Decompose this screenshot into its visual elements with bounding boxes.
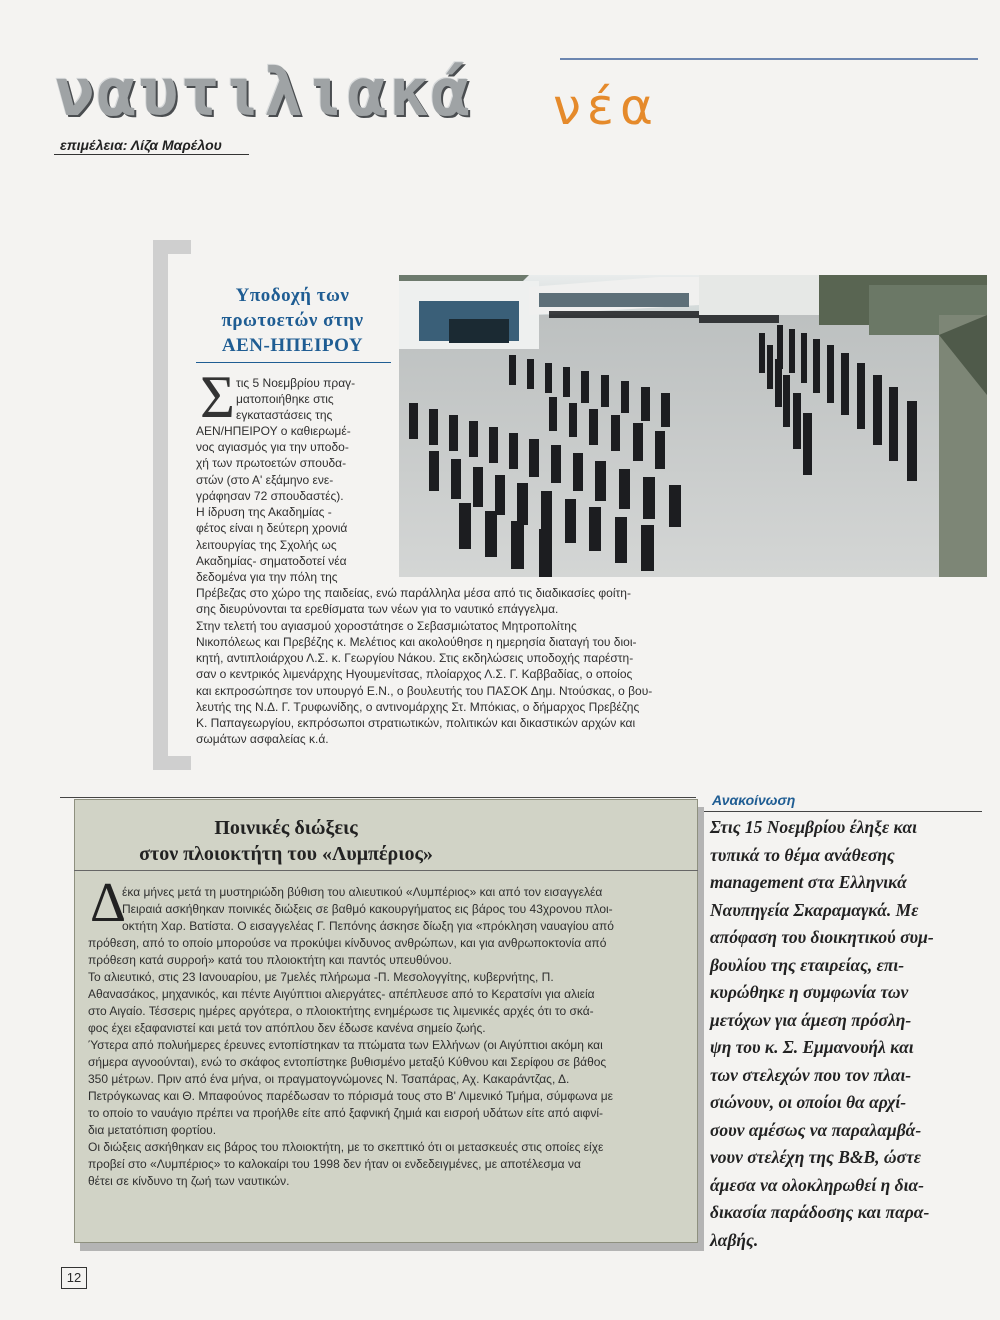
article1-title-rule	[196, 362, 391, 363]
article2-line: πρόθεση κατά συρροή» κατά του πλοιοκτήτη και παντός υπευθύνου.	[88, 953, 452, 967]
article1-line: ΑΕΝ/ΗΠΕΙΡΟΥ ο καθιερωμέ-	[196, 424, 351, 438]
announcement-line: λαβής.	[710, 1230, 759, 1250]
article2-line: έκα μήνες μετά τη μυστηριώδη βύθιση του αλιευτικού «Λυμπέριος» και από τον εισαγγελέα	[122, 885, 603, 899]
article1-line: Πρέβεζας στο χώρο της παιδείας, ενώ παράλληλα μέσα από τις διαδικασίες φοίτη-	[196, 586, 631, 600]
article1-line: λευτής της Ν.Δ. Γ. Τρυφωνίδης, ο αντινομάρχης Στ. Μπόκιας, ο δήμαρχος Πρεβέζης	[196, 700, 640, 714]
article2-dropcap: Δ	[90, 872, 127, 934]
article1-line: τις 5 Νοεμβρίου πραγ-	[236, 376, 356, 390]
editor-credit: επιμέλεια: Λίζα Μαρέλου	[60, 137, 222, 153]
article1-title-line: Υποδοχή των	[235, 285, 350, 306]
article1-line: και εκπροσώπησε τον υπουργό Ε.Ν., ο βουλευτής του ΠΑΣΟΚ Δημ. Ντούσκας, ο βου-	[196, 684, 653, 698]
article1-line: σωμάτων ασφαλείας κ.ά.	[196, 732, 329, 746]
article2-line: 350 μέτρων. Πριν από ένα μήνα, οι πραγματογνώμονες Ν. Τσαπάρας, Αχ. Κακαράντζας, Δ.	[88, 1072, 570, 1086]
page-number: 12	[61, 1267, 87, 1289]
announcement-line: τυπικά το θέμα ανάθεσης	[710, 845, 895, 865]
article2-line: δια μετατόπιση φορτίου.	[88, 1123, 217, 1137]
article1-bracket-inner	[168, 252, 188, 758]
announcement-line: Ναυπηγεία Σκαραμαγκά. Με	[710, 900, 919, 920]
article1-line: νος αγιασμός για την υποδο-	[196, 440, 349, 454]
cadets-ceremony-photo	[399, 275, 987, 577]
announcement-line: κυρώθηκε η συμφωνία των	[710, 982, 909, 1002]
article2-line: Αθανασάκος, μηχανικός, και πέντε Αιγύπτιοι αλιεργάτες- απέπλευσε από το Κερατσίνι για αλιεία	[88, 987, 595, 1001]
announcement-line: σιώνουν, οι οποίοι θα αρχί-	[710, 1092, 907, 1112]
article2-title	[86, 815, 486, 867]
article1-line: στών (στο Α' εξάμηνο ενε-	[196, 473, 334, 487]
article1-title-line: πρωτοετών στην	[221, 310, 364, 331]
announcement-line: βουλίου της εταιρείας, επι-	[710, 955, 905, 975]
article1-bracket-bottom	[153, 756, 191, 770]
article2-line: πρόθεση, από το οποίο μπορούσε να προκύψει κίνδυνος ανθρώπων, και για ανθρωποκτονία από	[88, 936, 607, 950]
article2-line: σήμερα αγνοούνται), ενώ το σκάφος εντοπίστηκε βυθισμένο μεταξύ Κύθνου και Σερίφου σε βάθος	[88, 1055, 607, 1069]
article1-line: Κ. Παπαγεωργίου, εκπρόσωποι στρατιωτικών, πολιτικών και δικαστικών αρχών και	[196, 716, 636, 730]
article2-line: φος έχει εξαφανιστεί και μετά τον απόπλου δεν έδωσε κανένα σημείο ζωής.	[88, 1021, 486, 1035]
announcement-line: ψη του κ. Σ. Εμμανουήλ και	[710, 1037, 914, 1057]
article1-line: Νικοπόλεως και Πρεβέζης κ. Μελέτιος και ακολούθησε η ημερησία διαταγή του διοι-	[196, 635, 637, 649]
article2-line: Πειραιά ασκήθηκαν ποινικές διώξεις σε βαθμό κακουργήματος εις βάρος του 43χρονου πλοι-	[122, 902, 613, 916]
article1-line: λειτουργίας της Σχολής ως	[196, 538, 337, 552]
article1-line: εγκαταστάσεις της	[236, 408, 333, 422]
article2-title-line: στον πλοιοκτήτη του «Λυμπέριος»	[139, 843, 433, 865]
article2-line: Οι διώξεις ασκήθηκαν εις βάρος του πλοιοκτήτη, με το σκεπτικό ότι οι μετασκευές στις οποίες είχε	[88, 1140, 604, 1154]
announcement-line: των στελεχών που τον πλαι-	[710, 1065, 912, 1085]
article2-line: θέτει σε κίνδυνο τη ζωή των ναυτικών.	[88, 1174, 290, 1188]
article1-line: σαν ο κεντρικός λιμενάρχης Ηγουμενίτσας, πλοίαρχος Λ.Σ. Γ. Καββαδίας, ο οποίος	[196, 667, 633, 681]
article2-line: στο Αιγαίο. Τέσσερις ημέρες αργότερα, ο πλοιοκτήτης ενημέρωσε τις λιμενικές αρχές ότι το σκά-	[88, 1004, 594, 1018]
announcement-line: δικασία παράδοσης και παρα-	[710, 1202, 930, 1222]
announcement-label: Ανακοίνωση	[712, 792, 796, 808]
article1-line: ματοποιήθηκε στις	[236, 392, 334, 406]
article1-title	[190, 283, 395, 358]
article2-line: προβεί στο «Λυμπέριος» το καλοκαίρι του 1998 δεν ήταν οι ενδεδειγμένες, με αποτέλεσμα να	[88, 1157, 581, 1171]
announcement-rule	[704, 811, 982, 812]
article1-line: φέτος είναι η δεύτερη χρονιά	[196, 521, 348, 535]
header-top-rule	[560, 58, 978, 60]
article1-line: γράφησαν 72 σπουδαστές).	[196, 489, 344, 503]
article1-line: Ακαδημίας- σηματοδοτεί νέα	[196, 554, 347, 568]
announcement-line: management στα Ελληνικά	[710, 872, 907, 892]
announcement-line: απόφαση του διοικητικού συμ-	[710, 927, 934, 947]
article2-line: οκτήτη Χαρ. Βατίστα. Ο εισαγγελέας Γ. Πεπόνης άσκησε δίωξη για «πρόκληση ναυαγίου από	[122, 919, 614, 933]
article1-line: κητή, αντιπλοιάρχου Λ.Σ. κ. Γεωργίου Νάκου. Στις εκδηλώσεις υποδοχής παρέστη-	[196, 651, 634, 665]
editor-underline	[54, 154, 249, 155]
article2-line: Το αλιευτικό, στις 23 Ιανουαρίου, με 7μελές πλήρωμα -Π. Μεσολογγίτης, κυβερνήτης, Π.	[88, 970, 554, 984]
article1-line: Η ίδρυση της Ακαδημίας -	[196, 505, 332, 519]
article1-line: δεδομένα για την πόλη της	[196, 570, 338, 584]
announcement-line: νουν στελέχη της B&B, ώστε	[710, 1147, 921, 1167]
article2-line: το οποίο το ναυάγιο πρέπει να προήλθε είτε από ξαφνική ζημιά και εισροή υδάτων είτε από αιφνί-	[88, 1106, 603, 1120]
announcement-line: μετόχων για άμεση πρόσλη-	[710, 1010, 912, 1030]
article2-line: Πετρόγκωνας και Θ. Μπαφούνος παρέδωσαν το πόρισμά τους στο Β' Λιμενικό Τμήμα, σύμφωνα με	[88, 1089, 613, 1103]
magazine-section-subtitle: νέα	[553, 78, 659, 136]
article1-bracket-top	[153, 240, 191, 254]
article2-title-rule	[74, 870, 698, 871]
article2-line: Ύστερα από πολυήμερες έρευνες εντοπίστηκαν τα πτώματα των Ελλήνων (οι Αιγύπτιοι ακόμη και	[88, 1038, 603, 1052]
article2-title-line: Ποινικές διώξεις	[214, 817, 358, 839]
announcement-line: σουν αμέσως να παραλαμβά-	[710, 1120, 922, 1140]
article1-title-line: ΑΕΝ-ΗΠΕΙΡΟΥ	[221, 335, 364, 356]
announcement-line: Στις 15 Νοεμβρίου έληξε και	[710, 817, 918, 837]
article1-dropcap: Σ	[200, 364, 235, 430]
announcement-line: άμεσα να ολοκληρωθεί η δια-	[710, 1175, 924, 1195]
article1-line: Στην τελετή του αγιασμού χοροστάτησε ο Σεβασμιώτατος Μητροπολίτης	[196, 619, 577, 633]
article1-line: χή των πρωτοετών σπουδα-	[196, 456, 347, 470]
article2-top-rule	[60, 797, 696, 798]
article1-line: σης διευρύνονται τα ερεθίσματα των νέων για το ναυτικό επάγγελμα.	[196, 602, 559, 616]
magazine-section-title: ναυτιλιακά	[55, 54, 473, 131]
